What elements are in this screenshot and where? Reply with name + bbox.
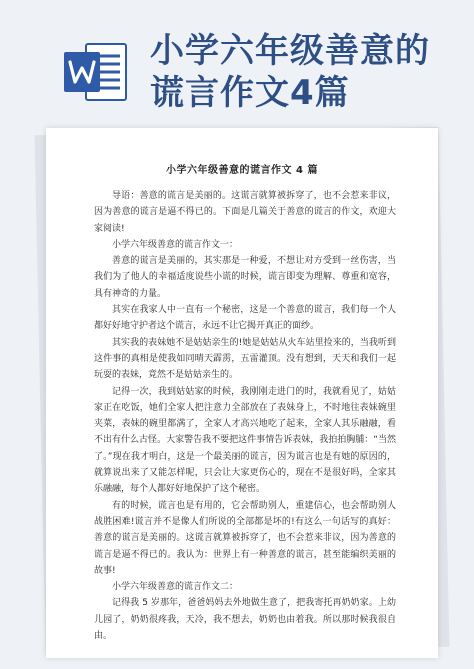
section-heading: 小学六年级善意的谎言作文二： [112, 582, 239, 593]
paragraph: 记得一次，我到姑姑家的时候，我刚刚走进门的时，我就看见了，姑姑家正在吃饭，她们全家人把注意力全部放在了表妹身上，不时地往表妹碗里夹菜，表妹的碗里都满了，全家人才高兴地吃了起来，全家人其乐融融，看不出有什么古怪。大家警告我不要把这件事情告诉表妹，我拍拍胸脯：“当然了。”现在我才明白，这是一个最美丽的谎言，因为谎言也是有她的原因的，就算说出来了又能怎样呢，只会让大家更伤心的，现在不是很好吗，全家其乐融融，每个人都好好地保护了这个秘密。 [94, 386, 396, 495]
section-heading: 小学六年级善意的谎言作文一： [112, 239, 239, 250]
header-banner [0, 0, 474, 120]
paragraph: 记得我 5 岁那年，爸爸妈妈去外地做生意了，把我寄托再奶奶家。上幼儿园了，奶奶很疼我，天冷，我不想去，奶奶也由着我。所以那时候我很自由。 [94, 598, 396, 642]
banner-title [150, 30, 470, 114]
word-document-icon [62, 40, 132, 104]
paragraph: 其实在我家人中一直有一个秘密，这是一个善意的谎言，我们每一个人都好好地守护者这个谎言，永远不让它揭开真正的面纱。 [94, 305, 396, 332]
banner-title-line-1: 小学六年级善意的 [150, 31, 430, 71]
document-body [46, 188, 438, 644]
document-title: 小学六年级善意的谎言作文 4 篇 [166, 165, 318, 176]
paragraph: 善意的谎言是美丽的，其实那是一种爱，不想让对方受到一丝伤害，当我们为了他人的幸福适度说些小谎的时候，谎言即变为理解、尊重和宽容，具有神奇的力量。 [94, 256, 396, 299]
document-page [46, 128, 438, 658]
banner-title-line-2: 谎言作文4篇 [150, 73, 350, 113]
paragraph: 有的时候，谎言也是有用的，它会帮助别人，重建信心，也会帮助别人战胜困难!谎言并不是像人们所说的全部都是坏的!有这么一句话写的真好：善意的谎言是美丽的。这谎言就算被拆穿了，也不会惹来非议，因为善意的谎言是逼不得已的。我认为：世界上有一种善意的谎言，甚至能编织美丽的故事! [94, 500, 396, 576]
paragraph: 导语：善意的谎言是美丽的。这谎言就算被拆穿了，也不会惹来非议，因为善意的谎言是逼不得已的。下面是几篇关于善意的谎言的作文，欢迎大家阅读! [94, 191, 396, 234]
paragraph: 其实我的表妹她不是姑姑亲生的!她是姑姑从火车站里捡来的，当我听到这件事的真相是使我如同晴天霹雳，五雷灌顶。没有想到，天天和我们一起玩耍的表妹，竟然不是姑姑亲生的。 [94, 337, 396, 381]
